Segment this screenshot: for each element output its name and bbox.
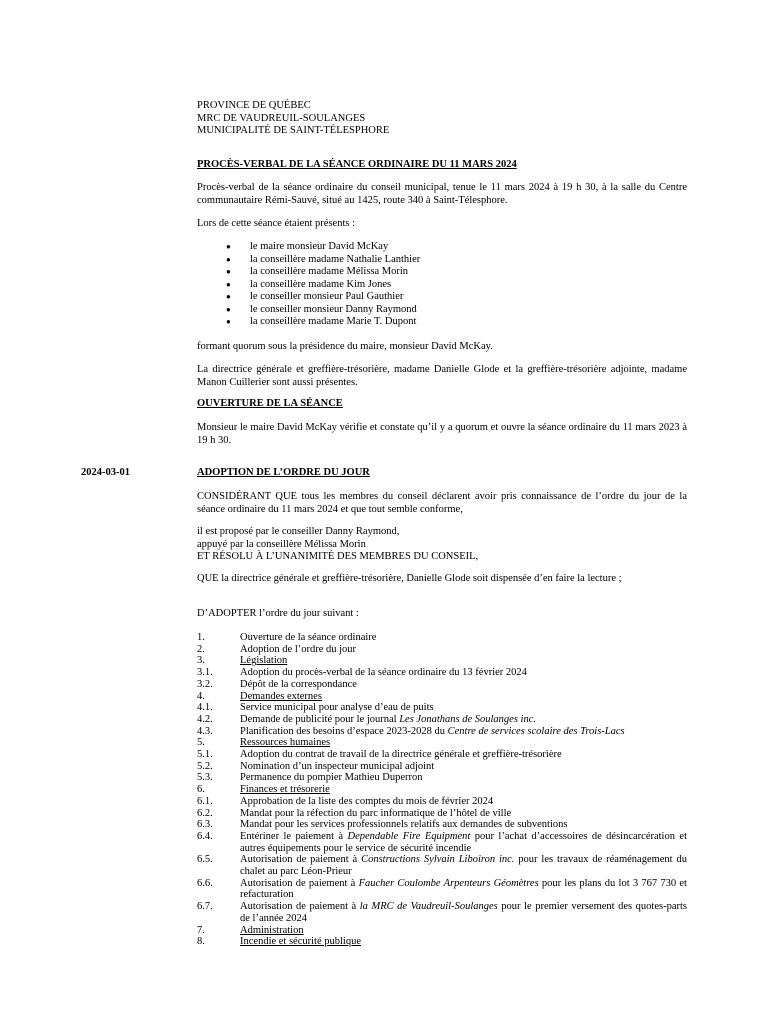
attendee-name: le conseiller monsieur Danny Raymond xyxy=(250,303,417,315)
agenda-item xyxy=(197,901,687,924)
agenda-item-text: Nomination d’un inspecteur municipal adjoint xyxy=(240,760,435,772)
agenda-item xyxy=(197,936,687,948)
attendee-name: le conseiller monsieur Paul Gauthier xyxy=(250,291,404,302)
bullet-icon: ● xyxy=(226,279,231,289)
agenda-item-text: Incendie et sécurité publique xyxy=(240,936,361,948)
agenda-item-text: Entériner le paiement à Dependable Fire Equipment pour l’achat d’accessoires de désincarcération et autres équipements pour le service de sécurité incendie xyxy=(240,830,687,854)
motion-block xyxy=(197,526,687,564)
attendee-name: la conseillère madame Nathalie Lanthier xyxy=(250,253,421,265)
considerant-paragraph: CONSIDÉRANT QUE tous les membres du conseil déclarent avoir pris connaissance de l’ordre du jour de la séance ordinaire du 11 mars 2024 et que tout semble conforme, xyxy=(197,491,687,515)
agenda-item-number: 6.1. xyxy=(197,795,213,807)
proposed-by: il est proposé par le conseiller Danny Raymond, xyxy=(197,526,400,537)
header-province: PROVINCE DE QUÉBEC xyxy=(197,100,311,111)
agenda-item xyxy=(197,655,687,667)
agenda-item-number: 6.4. xyxy=(197,830,213,842)
direction-paragraph: La directrice générale et greffière-trésorière, madame Danielle Glode et la greffière-trésorière adjointe, madame Manon Cuillerier sont aussi présentes. xyxy=(197,364,687,388)
agenda-item-number: 3.2. xyxy=(197,678,213,690)
agenda-item-text: Demandes externes xyxy=(240,690,322,702)
agenda-item xyxy=(197,632,687,644)
agenda-item xyxy=(197,702,687,714)
agenda-item-text: Mandat pour la réfection du parc informatique de l’hôtel de ville xyxy=(240,807,512,819)
attendee-item xyxy=(226,241,686,254)
attendee-item xyxy=(226,304,686,317)
agenda-item xyxy=(197,808,687,820)
agenda-item xyxy=(197,831,687,854)
agenda-item xyxy=(197,761,687,773)
agenda-item xyxy=(197,726,687,738)
agenda-item-number: 4.3. xyxy=(197,725,213,737)
agenda-item-number: 1. xyxy=(197,632,205,643)
attendee-name: la conseillère madame Kim Jones xyxy=(250,278,392,290)
agenda-item-number: 5.3. xyxy=(197,772,213,784)
agenda-item xyxy=(197,796,687,808)
agenda-item-number: 6.5. xyxy=(197,854,213,866)
agenda-item-number: 6. xyxy=(197,784,205,796)
agenda-item-text: Administration xyxy=(240,924,304,936)
agenda-item-number: 6.6. xyxy=(197,877,213,889)
agenda-item xyxy=(197,819,687,831)
agenda-item-text: Ressources humaines xyxy=(240,737,331,749)
agenda-item-number: 3.1. xyxy=(197,667,213,679)
agenda-item-text: Ouverture de la séance ordinaire xyxy=(240,632,377,643)
agenda-item xyxy=(197,854,687,877)
agenda-item-number: 4.2. xyxy=(197,713,213,725)
attendee-list xyxy=(226,241,686,329)
document-header xyxy=(197,100,687,138)
bullet-icon: ● xyxy=(226,304,231,314)
agenda-item xyxy=(197,772,687,784)
agenda-item-text: Finances et trésorerie xyxy=(240,784,330,796)
opening-paragraph: Monsieur le maire David McKay vérifie et constate qu’il y a quorum et ouvre la séance ordinaire du 11 mars 2023 à 19 h 30. xyxy=(197,422,687,446)
agenda-item-text: Autorisation de paiement à Constructions Sylvain Liboiron inc. pour les travaux de réaménagement du chalet au parc Léon-Prieur xyxy=(240,854,687,878)
bullet-icon: ● xyxy=(226,254,231,264)
attendee-item xyxy=(226,254,686,267)
lecture-paragraph: QUE la directrice générale et greffière-trésorière, Danielle Glode soit dispensée d’en faire la lecture ; xyxy=(197,573,622,584)
agenda-item-text: Permanence du pompier Mathieu Duperron xyxy=(240,772,423,784)
header-mrc: MRC DE VAUDREUIL-SOULANGES xyxy=(197,112,366,124)
agenda-item-text: Mandat pour les services professionnels relatifs aux demandes de subventions xyxy=(240,819,568,831)
seconded-by: appuyé par la conseillère Mélissa Morin xyxy=(197,538,366,550)
agenda-item-text: Approbation de la liste des comptes du mois de février 2024 xyxy=(240,795,494,807)
attendee-name: la conseillère madame Mélissa Morin xyxy=(250,266,409,277)
resolved-unanimous: ET RÉSOLU À L’UNANIMITÉ DES MEMBRES DU CONSEIL, xyxy=(197,551,479,563)
agenda-item-number: 4.1. xyxy=(197,702,213,714)
agenda-item xyxy=(197,667,687,679)
agenda-item xyxy=(197,737,687,749)
agenda-item-text: Adoption du procès-verbal de la séance ordinaire du 13 février 2024 xyxy=(240,667,527,679)
agenda-item-number: 5. xyxy=(197,737,205,749)
agenda-item-text: Planification des besoins d’espace 2023-2028 du Centre de services scolaire des Trois-Lacs xyxy=(240,725,625,737)
attendee-name: le maire monsieur David McKay xyxy=(250,241,389,252)
agenda-item-number: 8. xyxy=(197,936,205,948)
attendee-item xyxy=(226,266,686,279)
bullet-icon: ● xyxy=(226,267,231,276)
agenda-item xyxy=(197,749,687,761)
adopter-paragraph: D’ADOPTER l’ordre du jour suivant : xyxy=(197,608,359,619)
present-intro: Lors de cette séance étaient présents : xyxy=(197,218,356,229)
agenda-item-number: 6.2. xyxy=(197,807,213,819)
agenda-item-number: 6.7. xyxy=(197,901,213,913)
agenda-item-text: Dépôt de la correspondance xyxy=(240,678,357,690)
agenda-item-number: 7. xyxy=(197,924,205,936)
attendee-item xyxy=(226,279,686,292)
agenda-item xyxy=(197,679,687,691)
agenda-item-text: Service municipal pour analyse d’eau de puits xyxy=(240,702,434,714)
quorum-paragraph: formant quorum sous la présidence du maire, monsieur David McKay. xyxy=(197,341,493,352)
adoption-heading: ADOPTION DE L’ORDRE DU JOUR xyxy=(197,467,370,478)
agenda-item-number: 5.2. xyxy=(197,760,213,772)
agenda-item-number: 2. xyxy=(197,643,205,655)
agenda-item-number: 3. xyxy=(197,655,205,667)
document-title: PROCÈS-VERBAL DE LA SÉANCE ORDINAIRE DU 11 MARS 2024 xyxy=(197,159,517,170)
resolution-number: 2024-03-01 xyxy=(81,467,130,478)
agenda-item-text: Autorisation de paiement à Faucher Coulombe Arpenteurs Géomètres pour les plans du lot 3 767 730 et refacturation xyxy=(240,877,687,901)
bullet-icon: ● xyxy=(226,242,231,251)
agenda-item xyxy=(197,714,687,726)
agenda-item-number: 6.3. xyxy=(197,819,213,831)
intro-paragraph: Procès-verbal de la séance ordinaire du conseil municipal, tenue le 11 mars 2024 à 19 h 30, à la salle du Centre communautaire Rémi-Sauvé, situé au 1425, route 340 à Saint-Télesphore. xyxy=(197,182,687,206)
agenda-item xyxy=(197,691,687,703)
attendee-item xyxy=(226,316,686,329)
attendee-item xyxy=(226,291,686,304)
agenda-item-text: Demande de publicité pour le journal Les Jonathans de Soulanges inc. xyxy=(240,713,536,725)
agenda-item xyxy=(197,644,687,656)
agenda-item-text: Législation xyxy=(240,655,288,667)
agenda-item xyxy=(197,784,687,796)
bullet-icon: ● xyxy=(226,317,231,326)
agenda-item-text: Adoption de l’ordre du jour xyxy=(240,643,357,655)
agenda-item-text: Autorisation de paiement à la MRC de Vaudreuil-Soulanges pour le premier versement des quotes-parts de l’année 2024 xyxy=(240,901,687,924)
agenda-list xyxy=(197,632,687,948)
header-municipality: MUNICIPALITÉ DE SAINT-TÉLESPHORE xyxy=(197,125,390,137)
opening-heading: OUVERTURE DE LA SÉANCE xyxy=(197,398,343,409)
agenda-item-text: Adoption du contrat de travail de la directrice générale et greffière-trésorière xyxy=(240,749,562,761)
agenda-item-number: 5.1. xyxy=(197,749,213,761)
bullet-icon: ● xyxy=(226,292,231,301)
attendee-name: la conseillère madame Marie T. Dupont xyxy=(250,316,417,327)
agenda-item xyxy=(197,925,687,937)
agenda-item-number: 4. xyxy=(197,690,205,702)
agenda-item xyxy=(197,878,687,901)
